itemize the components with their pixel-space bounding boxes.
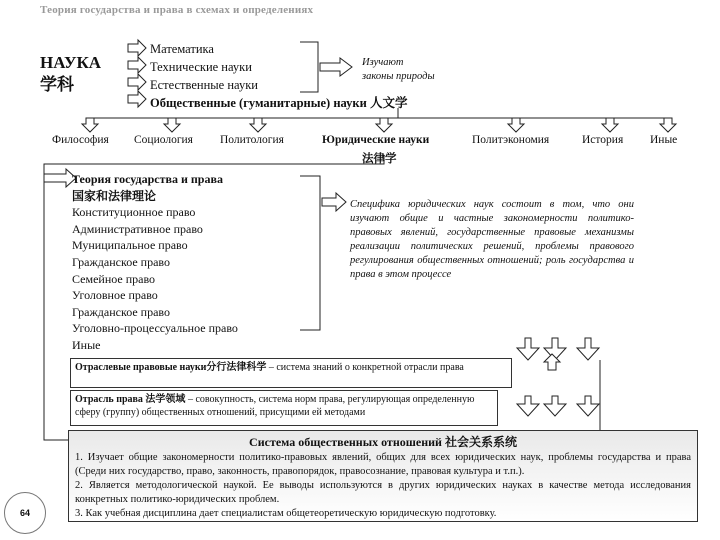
law-item: Административное право <box>72 221 203 236</box>
study-note-line1: Изучают <box>362 57 404 68</box>
study-note-line2: законы природы <box>362 71 435 82</box>
law-item: Конституционное право <box>72 205 196 220</box>
science-type-technical: Технические науки <box>150 60 252 74</box>
branch-history: История <box>582 134 624 146</box>
social-system-title: Система общественных отношений 社会关系系统 <box>249 435 517 449</box>
branch-law: Юридические науки <box>322 134 430 146</box>
page-number: 64 <box>4 492 46 534</box>
science-title-ru: НАУКА <box>40 53 102 72</box>
branch-politology: Политология <box>220 134 284 146</box>
law-sciences-list <box>72 171 238 354</box>
branch-philosophy: Философия <box>52 134 109 146</box>
law-item: Уголовно-процессуальное право <box>72 321 238 336</box>
conclusions-box <box>68 430 698 522</box>
law-item: Семейное право <box>72 271 156 286</box>
branch-political-economy: Политэкономия <box>472 134 550 146</box>
science-type-natural: Естественные науки <box>150 78 258 92</box>
science-type-math: Математика <box>150 42 214 56</box>
branch-sociology: Социология <box>134 134 193 146</box>
conclusion-item: 2. Является методологической наукой. Ее выводы используются в других юридических науках в качестве метода исследования конкретных политико-юридических проблем. <box>75 480 691 505</box>
sectoral-sciences-box <box>70 358 512 388</box>
law-item: Гражданское право <box>72 254 171 269</box>
law-item: Муниципальное право <box>72 238 188 253</box>
law-theory-title: Теория государства и права <box>72 172 223 186</box>
science-title <box>40 52 101 96</box>
science-title-cn: 学科 <box>40 75 74 94</box>
study-note <box>362 56 435 84</box>
sectoral-sciences-term: Отраслевые правовые науки分行法律科学 <box>75 362 267 373</box>
specific-note: Специфика юридических наук состоит в том, что они изучают общие и частные закономерности политико-правовых явлений, государственные правовые механизмы реализации политических решений, проблемы правового регулирования общественных отношений; роль государства и права в этом процессе <box>350 199 634 280</box>
science-type-social: Общественные (гуманитарные) науки 人文学 <box>150 96 408 110</box>
law-item: Уголовное право <box>72 288 158 303</box>
document-header: Теория государства и права в схемах и определениях <box>40 4 314 16</box>
branch-other: Иные <box>650 134 678 146</box>
branch-of-law-def: – совокупность, система норм права, регулирующая определенную сферу (группу) общественных отношений, присущими ей методами <box>75 394 475 418</box>
law-item: Иные <box>72 337 101 352</box>
branch-of-law-term: Отрасль права 法学领域 <box>75 394 186 405</box>
law-item: Гражданское право <box>72 304 171 319</box>
sectoral-sciences-def: – система знаний о конкретной отрасли права <box>266 362 464 373</box>
law-theory-title-cn: 国家和法律理论 <box>72 188 157 203</box>
conclusion-item: 3. Как учебная дисциплина дает специалистам общетеоретическую юридическую подготовку. <box>75 508 497 519</box>
branch-of-law-box <box>70 390 498 426</box>
branch-law-cn: 法律学 <box>362 153 397 165</box>
conclusion-item: 1. Изучает общие закономерности политико-правовых явлений, общих для всех юридических наук, проблемы государства и права (Среди них государство, право, законность, правопорядок, правосознание, правовая культура и т.п.). <box>75 452 691 477</box>
